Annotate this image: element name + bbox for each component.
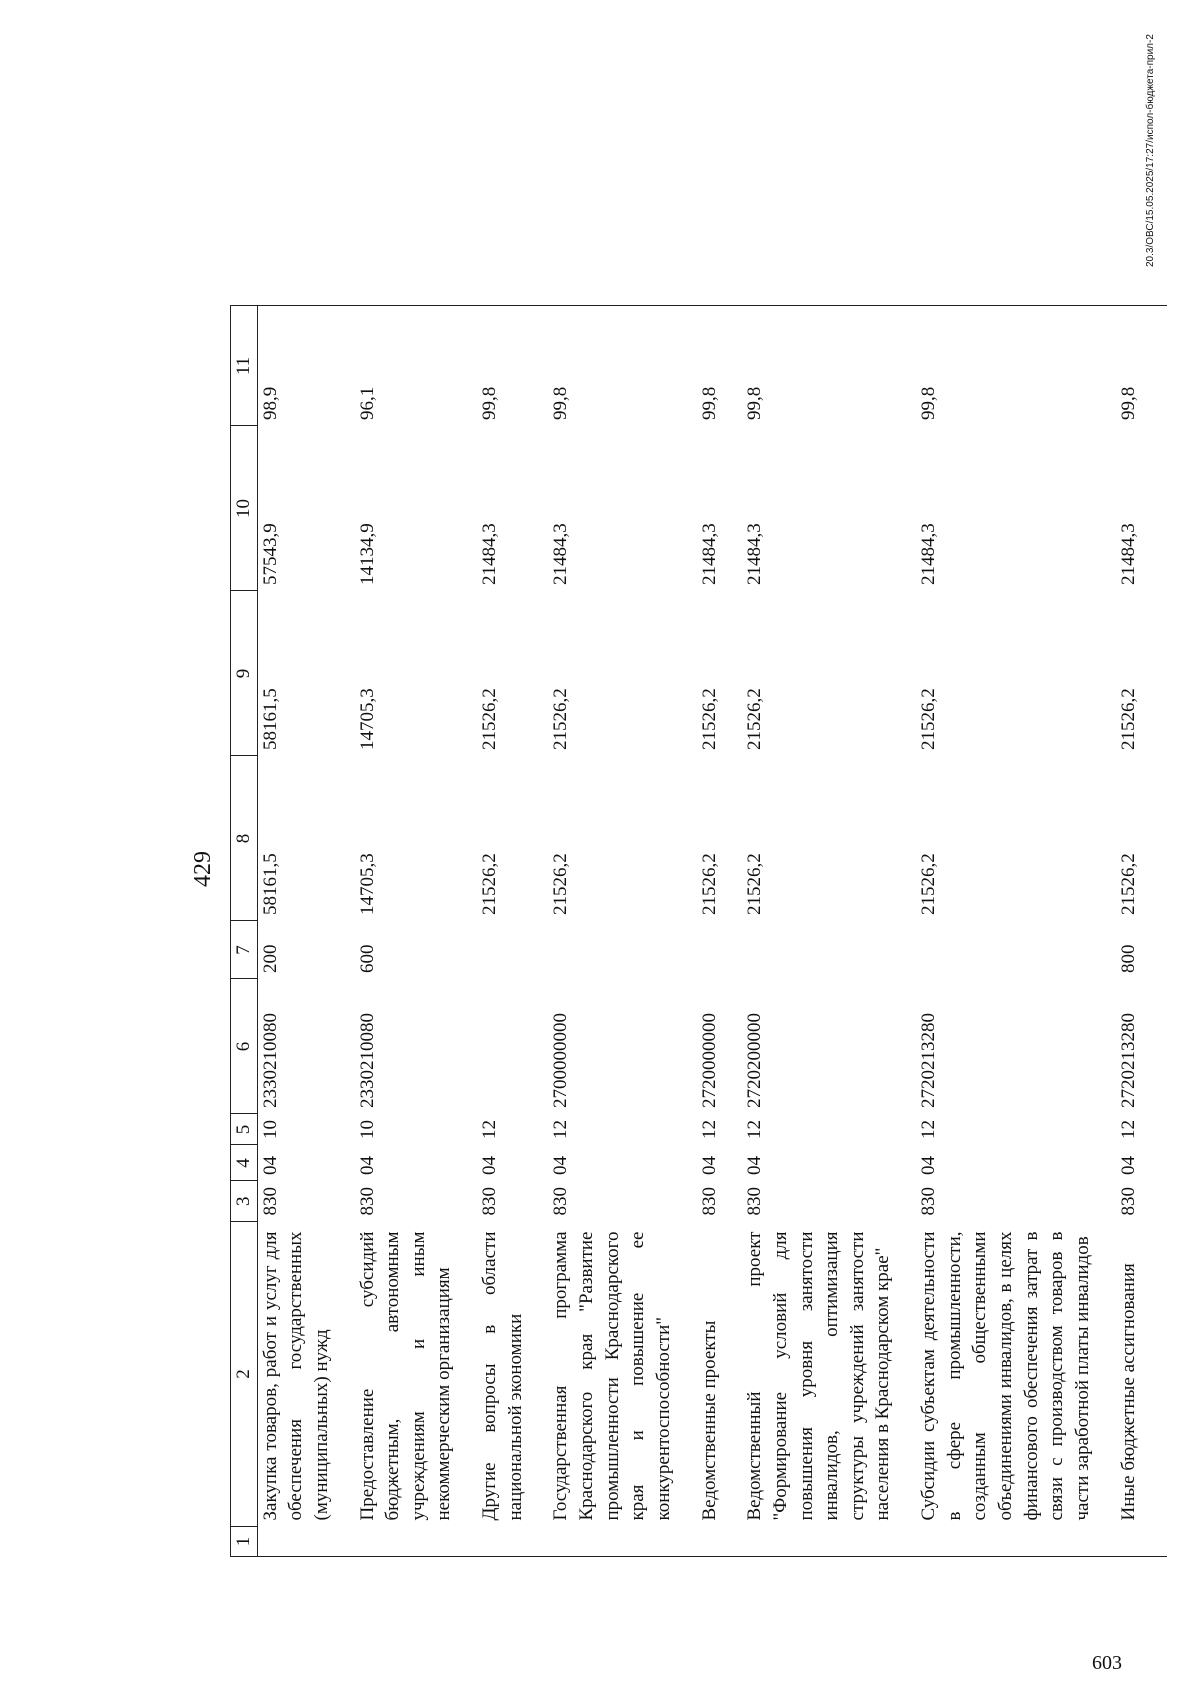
- cell-c6: 2720000000: [698, 1013, 720, 1108]
- cell-c8: 21526,2: [479, 853, 501, 915]
- cell-c5: 10: [356, 1120, 378, 1139]
- table-row: [722, 306, 896, 1557]
- cell-c1: [1096, 1527, 1168, 1557]
- cell-c2: Закупка товаров, работ и услуг для обеспечения государственных (муниципальных) нужд: [259, 1231, 332, 1521]
- header-cell: 8: [231, 756, 258, 921]
- cell-c10: 57543,9: [259, 523, 281, 585]
- cell-c3: 830: [550, 1187, 572, 1216]
- header-cell: 9: [231, 591, 258, 756]
- cell-c1: [677, 1527, 723, 1557]
- table-row: [677, 306, 723, 1557]
- table-row: [457, 306, 528, 1557]
- cell-c8: 58161,5: [259, 853, 281, 915]
- cell-c4: 04: [356, 1156, 378, 1175]
- cell-c7: [896, 921, 1095, 979]
- cell-c1: [257, 1527, 334, 1557]
- cell-c9: 58161,5: [259, 688, 281, 750]
- cell-c9: 21526,2: [1117, 688, 1139, 750]
- rotated-page-content: [160, 34, 1170, 1557]
- table-row: [896, 306, 1095, 1557]
- cell-c7: [528, 921, 676, 979]
- cell-c5: 12: [744, 1120, 766, 1139]
- cell-c2: Иные бюджетные ассигнования: [1117, 1263, 1139, 1521]
- cell-c5: 12: [918, 1120, 940, 1139]
- cell-c10: 21484,3: [698, 523, 720, 585]
- cell-c9: 21526,2: [918, 688, 940, 750]
- cell-c7: 200: [259, 944, 281, 973]
- cell-c4: 04: [479, 1156, 501, 1175]
- table-header-row: [231, 306, 258, 1557]
- cell-c11: 99,8: [896, 306, 1095, 426]
- table-row: [528, 306, 676, 1557]
- cell-c3: 830: [259, 1187, 281, 1216]
- cell-c7: [722, 921, 896, 979]
- cell-c9: 21526,2: [698, 688, 720, 750]
- cell-c1: [896, 1527, 1095, 1557]
- cell-c2: Субсидии субъектам деятельности в сфере промышленности, созданным общественными объединениями инвалидов, в целях финансового обеспечения затрат в связи с производством товаров в части заработной платы инвалидов: [918, 1231, 1093, 1521]
- cell-c9: 14705,3: [356, 688, 378, 750]
- cell-c8: 14705,3: [356, 853, 378, 915]
- cell-c3: 830: [698, 1187, 720, 1216]
- header-cell: 5: [231, 1114, 258, 1145]
- cell-c7: [457, 921, 528, 979]
- cell-c11: 99,8: [457, 306, 528, 426]
- cell-c2: Ведомственные проекты: [698, 1320, 720, 1521]
- cell-c3: 830: [1117, 1187, 1139, 1216]
- cell-c1: [528, 1527, 676, 1557]
- cell-c11: 99,8: [722, 306, 896, 426]
- budget-table: [230, 306, 1167, 1558]
- header-cell: 7: [231, 921, 258, 979]
- cell-c6: 2720200000: [744, 1013, 766, 1108]
- cell-c7: [677, 921, 723, 979]
- cell-c4: 04: [918, 1156, 940, 1175]
- cell-c5: 12: [479, 1120, 501, 1139]
- cell-c2: Ведомственный проект "Формирование условий для повышения уровня занятости инвалидов, оптимизация структуры учреждений занятости населения в Краснодарском крае": [744, 1231, 894, 1521]
- cell-c4: 04: [550, 1156, 572, 1175]
- table-row: [335, 306, 458, 1557]
- cell-c11: 99,8: [1096, 306, 1168, 426]
- cell-c3: 830: [918, 1187, 940, 1216]
- cell-c6: 2720213280: [1117, 1013, 1139, 1108]
- cell-c9: 21526,2: [744, 688, 766, 750]
- cell-c9: 21526,2: [479, 688, 501, 750]
- cell-c7: 800: [1117, 944, 1139, 973]
- header-cell: 3: [231, 1181, 258, 1222]
- cell-c3: 830: [356, 1187, 378, 1216]
- cell-c10: 21484,3: [918, 523, 940, 585]
- header-cell: 1: [231, 1527, 258, 1557]
- header-cell: 2: [231, 1222, 258, 1527]
- cell-c3: 830: [479, 1187, 501, 1216]
- cell-c8: 21526,2: [1117, 853, 1139, 915]
- cell-c1: [335, 1527, 458, 1557]
- cell-c7: 600: [356, 944, 378, 973]
- cell-c2: Предоставление субсидий бюджетным, автономным учреждениям и иным некоммерческим организациям: [356, 1231, 455, 1521]
- table-body: [231, 306, 1168, 1557]
- cell-c4: 04: [259, 1156, 281, 1175]
- cell-c4: 04: [1117, 1156, 1139, 1175]
- cell-c5: 10: [259, 1120, 281, 1139]
- cell-c4: 04: [698, 1156, 720, 1175]
- cell-c6: [457, 979, 528, 1114]
- footer-code: 20.3/ОВС/15.05.2025/17:27/испол-бюджета-прил-2: [1145, 34, 1156, 267]
- cell-c8: 21526,2: [698, 853, 720, 915]
- table-row: [257, 306, 334, 1557]
- header-cell: 6: [231, 979, 258, 1114]
- cell-c5: 12: [1117, 1120, 1139, 1139]
- table-row: [1096, 306, 1168, 1557]
- cell-c11: 99,8: [528, 306, 676, 426]
- cell-c11: 98,9: [257, 306, 334, 426]
- cell-c11: 96,1: [335, 306, 458, 426]
- cell-c8: 21526,2: [550, 853, 572, 915]
- cell-c6: 2720213280: [918, 1013, 940, 1108]
- cell-c10: 14134,9: [356, 523, 378, 585]
- cell-c4: 04: [744, 1156, 766, 1175]
- header-cell: 10: [231, 426, 258, 591]
- cell-c9: 21526,2: [550, 688, 572, 750]
- cell-c10: 21484,3: [550, 523, 572, 585]
- page-number-top: 429: [190, 851, 216, 887]
- cell-c1: [722, 1527, 896, 1557]
- cell-c11: 99,8: [677, 306, 723, 426]
- cell-c8: 21526,2: [744, 853, 766, 915]
- cell-c2: Другие вопросы в области национальной экономики: [479, 1231, 526, 1521]
- cell-c1: [457, 1527, 528, 1557]
- cell-c5: 12: [698, 1120, 720, 1139]
- cell-c6: 2330210080: [356, 1013, 378, 1108]
- page-number-bottom: 603: [1092, 1652, 1122, 1674]
- cell-c10: 21484,3: [479, 523, 501, 585]
- header-cell: 11: [231, 306, 258, 426]
- header-cell: 4: [231, 1145, 258, 1181]
- cell-c8: 21526,2: [918, 853, 940, 915]
- cell-c5: 12: [550, 1120, 572, 1139]
- cell-c10: 21484,3: [1117, 523, 1139, 585]
- cell-c6: 2700000000: [550, 1013, 572, 1108]
- cell-c2: Государственная программа Краснодарского края "Развитие промышленности Краснодарского края и повышение ее конкурентоспособности": [550, 1231, 674, 1521]
- cell-c3: 830: [744, 1187, 766, 1216]
- cell-c10: 21484,3: [744, 523, 766, 585]
- cell-c6: 2330210080: [259, 1013, 281, 1108]
